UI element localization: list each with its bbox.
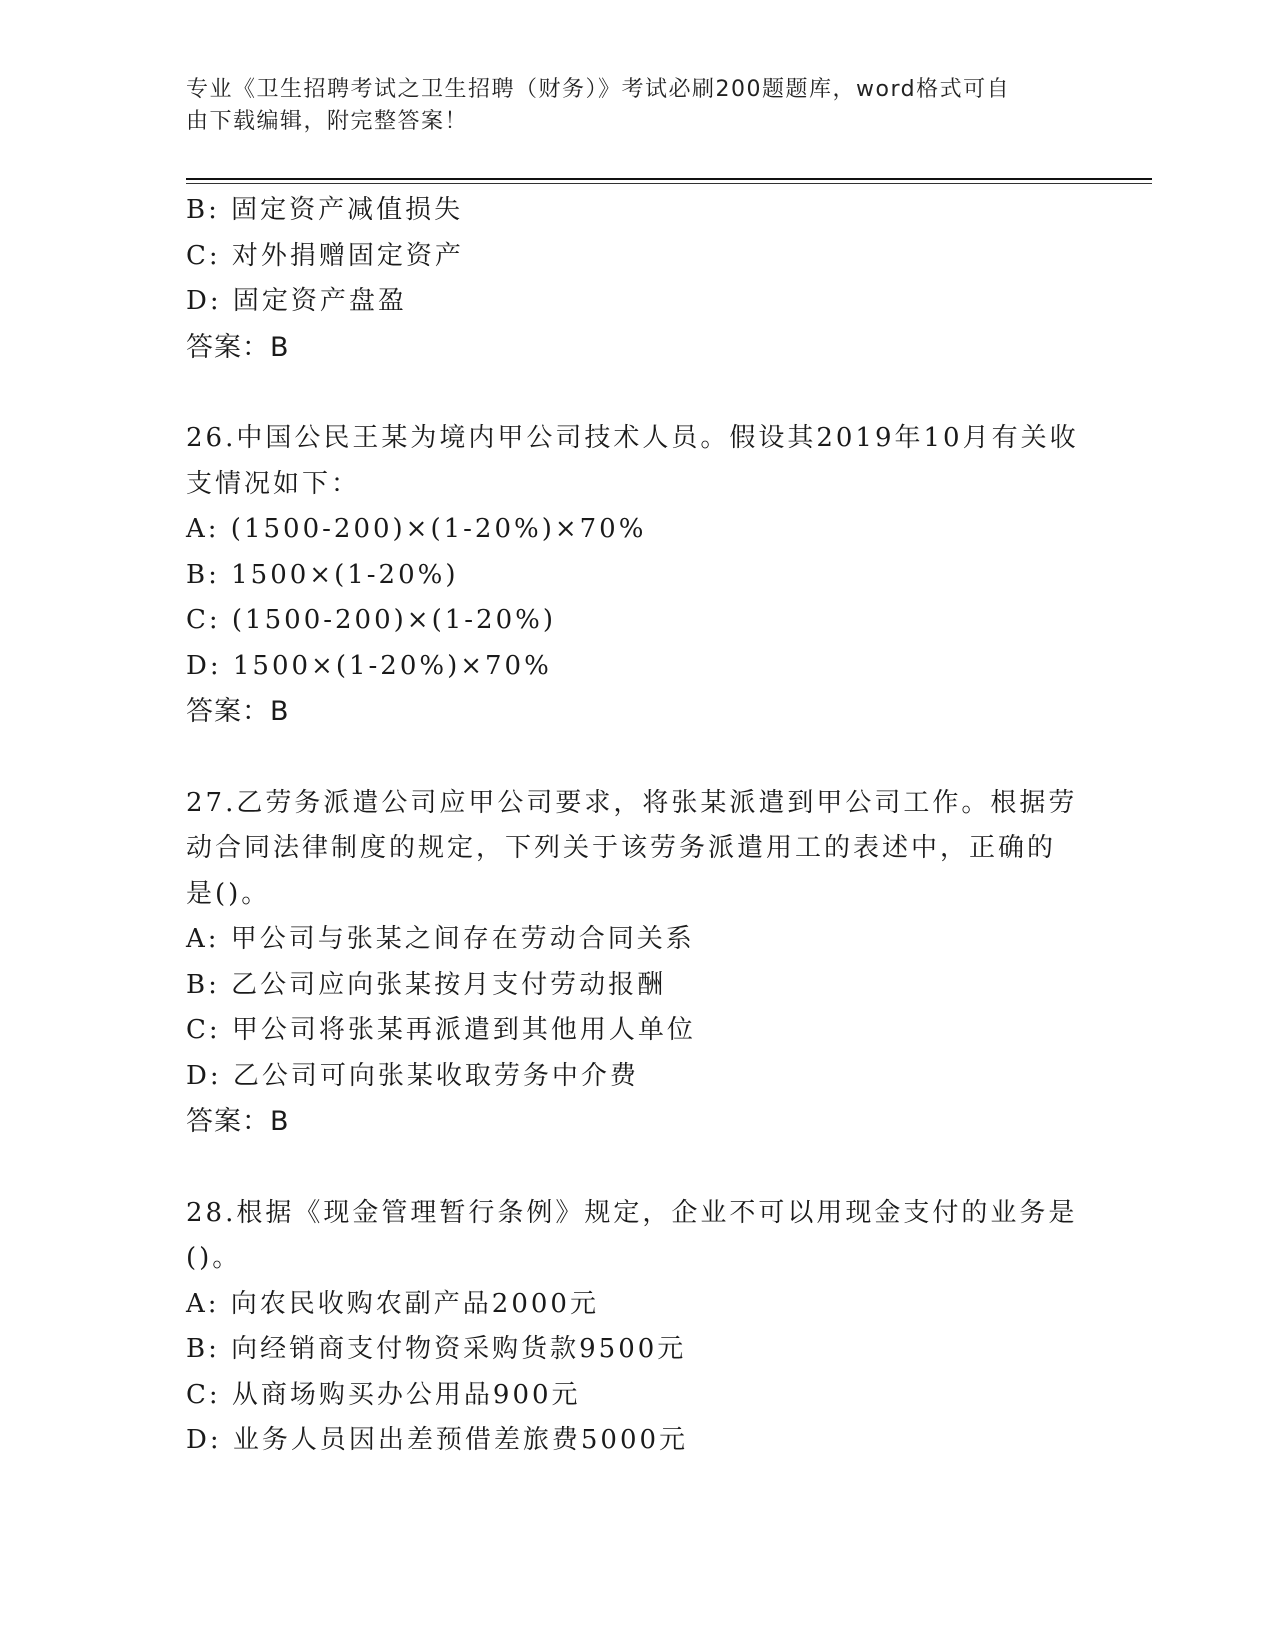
header-divider-thick [186, 178, 1152, 180]
option-d: D: 业务人员因出差预借差旅费5000元 [186, 1425, 689, 1455]
question-27 [186, 781, 1086, 1145]
question-stem: ()。 [186, 1243, 242, 1273]
option-c: C: 甲公司将张某再派遣到其他用人单位 [186, 1015, 696, 1045]
question-28 [186, 1191, 1086, 1464]
spacer [186, 1145, 1086, 1191]
option-c: C: 从商场购买办公用品900元 [186, 1379, 581, 1410]
option-b: B: 向经销商支付物资采购货款9500元 [186, 1334, 687, 1364]
option-d: D: 1500×(1-20%)×70% [186, 650, 552, 681]
option-a: A: (1500-200)×(1-20%)×70% [186, 514, 647, 544]
option-b: B: 固定资产减值损失 [186, 195, 464, 225]
header-line-1: 专业《卫生招聘考试之卫生招聘（财务）》考试必刷200题题库，word格式可自 [186, 77, 1011, 102]
question-stem: 28.根据《现金管理暂行条例》规定，企业不可以用现金支付的业务是 [186, 1197, 1078, 1228]
answer: 答案：B [186, 331, 290, 363]
question-list [186, 188, 1086, 1464]
header-line-2: 由下载编辑，附完整答案！ [186, 109, 469, 134]
option-a: A: 甲公司与张某之间存在劳动合同关系 [186, 924, 695, 954]
option-a: A: 向农民收购农副产品2000元 [186, 1288, 599, 1319]
question-stem: 动合同法律制度的规定，下列关于该劳务派遣用工的表述中，正确的 [186, 833, 1057, 863]
option-d: D: 固定资产盘盈 [186, 286, 407, 316]
answer: 答案：B [186, 1106, 290, 1137]
question-stem: 是()。 [186, 878, 271, 909]
page-header [186, 74, 1066, 138]
question-stem: 支情况如下： [186, 468, 361, 499]
spacer [186, 370, 1086, 416]
option-c: C: 对外捐赠固定资产 [186, 240, 464, 271]
header-divider-thin [186, 183, 1152, 184]
spacer [186, 735, 1086, 781]
question-stem: 27.乙劳务派遣公司应甲公司要求，将张某派遣到甲公司工作。根据劳 [186, 787, 1078, 818]
question-25 [186, 188, 1086, 370]
option-b: B: 1500×(1-20%) [186, 559, 459, 590]
answer: 答案：B [186, 696, 290, 727]
question-26 [186, 416, 1086, 735]
option-b: B: 乙公司应向张某按月支付劳动报酬 [186, 969, 667, 1000]
option-d: D: 乙公司可向张某收取劳务中介费 [186, 1060, 639, 1091]
question-stem: 26.中国公民王某为境内甲公司技术人员。假设其2019年10月有关收 [186, 423, 1079, 453]
option-c: C: (1500-200)×(1-20%) [186, 605, 556, 635]
